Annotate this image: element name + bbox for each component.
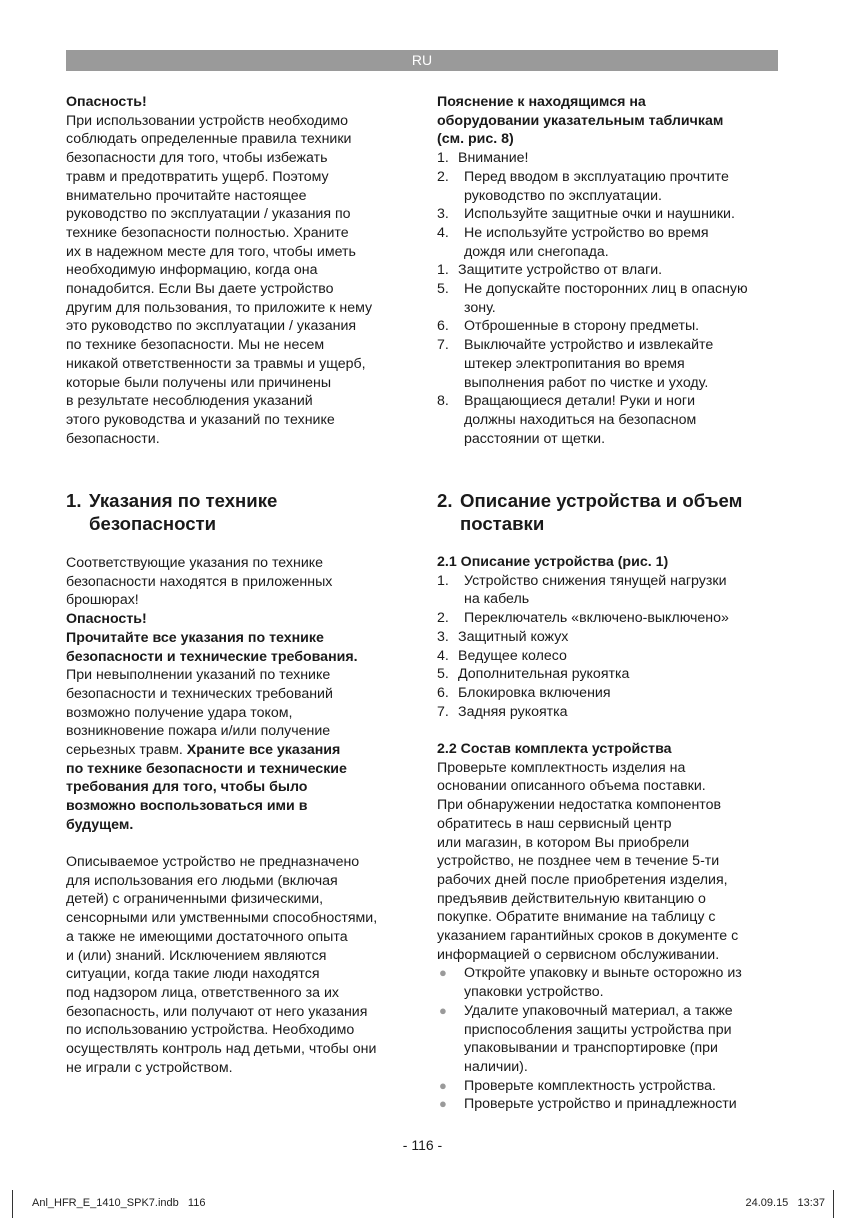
sign-item-text: руководство по эксплуатации. bbox=[464, 187, 662, 204]
bullet-icon: ● bbox=[439, 1077, 447, 1093]
sign-item-text: Используйте защитные очки и наушники. bbox=[464, 206, 735, 223]
signs-block bbox=[437, 93, 782, 448]
persons-line: сенсорными или умственными способностями, bbox=[66, 910, 378, 927]
persons-text bbox=[66, 853, 414, 1077]
scope-line: или магазин, в котором Вы приобрели bbox=[437, 834, 690, 851]
section2-1-block bbox=[437, 553, 782, 721]
scope-line: Проверьте комплектность изделия на bbox=[437, 759, 686, 776]
section1-mixed-line bbox=[66, 741, 414, 760]
section1-bold-end bbox=[66, 760, 414, 835]
section1-bold-warning bbox=[66, 629, 414, 666]
section2-title-line2: поставки bbox=[460, 513, 545, 534]
sign-item-text: дождя или снегопада. bbox=[464, 243, 609, 260]
sign-item-text: Выключайте устройство и извлекайте bbox=[464, 337, 714, 354]
warning-line: технике безопасности полностью. Храните bbox=[66, 224, 349, 241]
scope-line: предъявив действительную квитанцию о bbox=[437, 890, 706, 907]
sign-item-text: выполнения работ по чистке и уходу. bbox=[464, 374, 709, 391]
scope-text bbox=[437, 759, 782, 965]
sign-item bbox=[437, 392, 782, 448]
intro-line: безопасности находятся в приложенных bbox=[66, 573, 333, 590]
part-item bbox=[437, 628, 782, 647]
signs-list bbox=[437, 149, 782, 448]
section1-title-line1: Указания по технике bbox=[89, 490, 278, 511]
warning-line: При использовании устройств необходимо bbox=[66, 112, 348, 129]
warning-line: этого руководства и указаний по технике bbox=[66, 411, 335, 428]
section1-danger: Опасность! bbox=[66, 611, 147, 628]
section1-mixed-plain: серьезных травм. bbox=[66, 742, 183, 759]
warning-title: Опасность! bbox=[66, 94, 147, 110]
warning-line: другим для пользования, то приложите к нему bbox=[66, 299, 373, 316]
sign-item-text: Перед вводом в эксплуатацию прочтите bbox=[464, 168, 729, 185]
bold-end-line: требования для того, чтобы было bbox=[66, 779, 308, 796]
checklist-text: Проверьте комплектность устройства. bbox=[464, 1077, 717, 1094]
sign-item bbox=[437, 168, 782, 205]
part-item-number: 3. bbox=[437, 628, 449, 645]
bold-end-line: по технике безопасности и технические bbox=[66, 760, 347, 777]
part-item-text: Задняя рукоятка bbox=[458, 703, 568, 720]
part-item bbox=[437, 665, 782, 684]
sign-item-number: 8. bbox=[437, 393, 449, 410]
sign-item-number: 1. bbox=[437, 150, 449, 167]
part-item-number: 1. bbox=[437, 572, 449, 589]
section1-body bbox=[66, 554, 414, 835]
sign-item bbox=[437, 280, 782, 317]
sign-item-text: Внимание! bbox=[458, 150, 529, 167]
persons-paragraph bbox=[66, 853, 414, 1077]
part-item bbox=[437, 703, 782, 722]
sign-item-text: расстоянии от щетки. bbox=[464, 430, 606, 447]
warning-line: соблюдать определенные правила техники bbox=[66, 131, 352, 148]
language-header-bar bbox=[66, 50, 778, 71]
intro-line: Соответствующие указания по технике bbox=[66, 555, 323, 571]
section1-heading bbox=[66, 489, 414, 535]
part-item-number: 6. bbox=[437, 684, 449, 701]
scope-line: покупке. Обратите внимание на таблицу с bbox=[437, 909, 716, 926]
part-item-number: 4. bbox=[437, 647, 449, 664]
persons-line: и (или) знаний. Исключением являются bbox=[66, 947, 327, 964]
scope-line: При обнаружении недостатка компонентов bbox=[437, 797, 722, 814]
sign-item bbox=[437, 149, 782, 168]
checklist-item bbox=[437, 964, 782, 1001]
signs-title-line: (см. рис. 8) bbox=[437, 131, 514, 148]
warning-line: по технике безопасности. Мы не несем bbox=[66, 337, 325, 354]
warning-text-line: возникновение пожара и/или получение bbox=[66, 723, 331, 740]
sign-item bbox=[437, 317, 782, 336]
part-item bbox=[437, 609, 782, 628]
part-item-text: Дополнительная рукоятка bbox=[458, 666, 630, 683]
part-item-number: 7. bbox=[437, 703, 449, 720]
checklist-text: Откройте упаковку и выньте осторожно из bbox=[464, 965, 742, 982]
bold-end-line: будущем. bbox=[66, 816, 134, 833]
warning-line: руководство по эксплуатации / указания по bbox=[66, 206, 351, 223]
scope-line: рабочих дней после приобретения изделия, bbox=[437, 871, 728, 888]
part-item-text: Устройство снижения тянущей нагрузки bbox=[464, 572, 727, 589]
signs-title-line: оборудовании указательным табличкам bbox=[437, 112, 724, 129]
warning-line: внимательно прочитайте настоящее bbox=[66, 187, 307, 204]
language-label: RU bbox=[411, 52, 433, 68]
warning-line: это руководство по эксплуатации / указания bbox=[66, 318, 357, 335]
part-item-number: 5. bbox=[437, 666, 449, 683]
part-item-text: на кабель bbox=[464, 591, 530, 608]
checklist-text: упаковывании и транспортировке (при bbox=[464, 1040, 718, 1057]
scope-line: обратитесь в наш сервисный центр bbox=[437, 815, 672, 832]
checklist-item bbox=[437, 1095, 782, 1114]
checklist-text: упаковки устройство. bbox=[464, 984, 604, 1001]
sign-item-text: зону. bbox=[464, 299, 496, 316]
section1-text bbox=[66, 666, 414, 741]
sign-item-text: штекер электропитания во время bbox=[464, 355, 685, 372]
part-item bbox=[437, 647, 782, 666]
warning-line: травм и предотвратить ущерб. Поэтому bbox=[66, 168, 329, 185]
section2-2-title: 2.2 Состав комплекта устройства bbox=[437, 741, 672, 757]
persons-line: а также не имеющими достаточного опыта bbox=[66, 928, 348, 945]
sign-item bbox=[437, 261, 782, 280]
warning-line: в результате несоблюдения указаний bbox=[66, 393, 313, 410]
sign-item-number: 4. bbox=[437, 224, 449, 241]
sign-item-text: должны находиться на безопасном bbox=[464, 411, 697, 428]
part-item-text: Переключатель «включено-выключено» bbox=[464, 610, 729, 627]
persons-line: не играли с устройством. bbox=[66, 1059, 233, 1076]
warning-text-line: При невыполнении указаний по технике bbox=[66, 667, 331, 684]
sign-item-number: 1. bbox=[437, 262, 449, 279]
checklist-text: наличии). bbox=[464, 1058, 528, 1075]
part-item bbox=[437, 684, 782, 703]
persons-line: по использованию устройства. Необходимо bbox=[66, 1022, 355, 1039]
sign-item bbox=[437, 205, 782, 224]
bullet-icon: ● bbox=[439, 1002, 447, 1018]
parts-list bbox=[437, 572, 782, 722]
sign-item-text: Не допускайте посторонних лиц в опасную bbox=[464, 281, 748, 298]
part-item-text: Защитный кожух bbox=[458, 628, 569, 645]
section1-mixed-bold: Храните все указания bbox=[186, 742, 341, 759]
persons-line: для использования его людьми (включая bbox=[66, 872, 338, 889]
part-item-number: 2. bbox=[437, 610, 449, 627]
sign-item bbox=[437, 224, 782, 261]
sign-item-number: 2. bbox=[437, 168, 449, 185]
warning-line: безопасности. bbox=[66, 430, 160, 447]
section1-intro bbox=[66, 554, 414, 610]
scope-line: устройство, не позднее чем в течение 5-ти bbox=[437, 853, 720, 870]
checklist-item bbox=[437, 1077, 782, 1096]
persons-line: безопасность, или получают от него указания bbox=[66, 1003, 368, 1020]
checklist-text: Проверьте устройство и принадлежности bbox=[464, 1096, 737, 1113]
section2-1-title: 2.1 Описание устройства (рис. 1) bbox=[437, 554, 669, 570]
sign-item-text: Не используйте устройство во время bbox=[464, 224, 709, 241]
persons-line: осуществлять контроль над детьми, чтобы они bbox=[66, 1041, 377, 1058]
crop-mark-right bbox=[833, 1190, 834, 1218]
scope-line: указанием гарантийных сроков в документе с bbox=[437, 928, 739, 945]
warning-block bbox=[66, 93, 414, 448]
persons-line: Описываемое устройство не предназначено bbox=[66, 854, 360, 870]
warning-text-line: возможно получение удара током, bbox=[66, 704, 293, 721]
section2-heading bbox=[437, 489, 782, 535]
section1-number: 1. bbox=[66, 490, 82, 511]
part-item bbox=[437, 572, 782, 609]
checklist-text: приспособления защиты устройства при bbox=[464, 1021, 732, 1038]
sign-item-number: 5. bbox=[437, 281, 449, 298]
persons-line: детей) с ограниченными физическими, bbox=[66, 891, 324, 908]
checklist-text: Удалите упаковочный материал, а также bbox=[464, 1002, 733, 1019]
persons-line: под надзором лица, ответственного за их bbox=[66, 984, 339, 1001]
sign-item-text: Отброшенные в сторону предметы. bbox=[464, 318, 700, 335]
signs-title-line: Пояснение к находящимся на bbox=[437, 94, 646, 110]
warning-line: никакой ответственности за травмы и ущерб, bbox=[66, 355, 366, 372]
section1-title-line2: безопасности bbox=[89, 513, 217, 534]
persons-line: ситуации, когда такие люди находятся bbox=[66, 966, 320, 983]
footer-date: 24.09.15 13:37 bbox=[745, 1197, 825, 1209]
sign-item-number: 6. bbox=[437, 318, 449, 335]
signs-title bbox=[437, 93, 782, 149]
sign-item-text: Защитите устройство от влаги. bbox=[458, 262, 663, 279]
section2-number: 2. bbox=[437, 490, 453, 511]
page-number: - 116 - bbox=[402, 1137, 443, 1153]
warning-line: безопасности для того, чтобы избежать bbox=[66, 150, 328, 167]
checklist-item bbox=[437, 1002, 782, 1077]
footer-file-info: Anl_HFR_E_1410_SPK7.indb 116 bbox=[32, 1197, 206, 1209]
intro-line: брошюрах! bbox=[66, 592, 139, 609]
warning-text bbox=[66, 112, 414, 449]
sign-item-number: 7. bbox=[437, 337, 449, 354]
warning-line: их в надежном месте для того, чтобы иметь bbox=[66, 243, 356, 260]
crop-mark-left bbox=[12, 1190, 13, 1218]
checklist bbox=[437, 964, 782, 1114]
scope-line: информацией о сервисном обслуживании. bbox=[437, 946, 720, 963]
section2-title-line1: Описание устройства и объем bbox=[460, 490, 743, 511]
warning-line: понадобится. Если Вы даете устройство bbox=[66, 281, 334, 298]
part-item-text: Ведущее колесо bbox=[458, 647, 567, 664]
part-item-text: Блокировка включения bbox=[458, 684, 611, 701]
section2-2-block bbox=[437, 740, 782, 1114]
bold-warning-line: Прочитайте все указания по технике bbox=[66, 629, 324, 646]
bold-warning-line: безопасности и технические требования. bbox=[66, 648, 358, 665]
bold-end-line: возможно воспользоваться ими в bbox=[66, 798, 308, 815]
warning-line: которые были получены или причинены bbox=[66, 374, 332, 391]
bullet-icon: ● bbox=[439, 965, 447, 981]
scope-line: основании описанного объема поставки. bbox=[437, 778, 706, 795]
sign-item-number: 3. bbox=[437, 206, 449, 223]
bullet-icon: ● bbox=[439, 1096, 447, 1112]
warning-text-line: безопасности и технических требований bbox=[66, 685, 333, 702]
sign-item bbox=[437, 336, 782, 392]
warning-line: необходимую информацию, когда она bbox=[66, 262, 318, 279]
sign-item-text: Вращающиеся детали! Руки и ноги bbox=[464, 393, 695, 410]
